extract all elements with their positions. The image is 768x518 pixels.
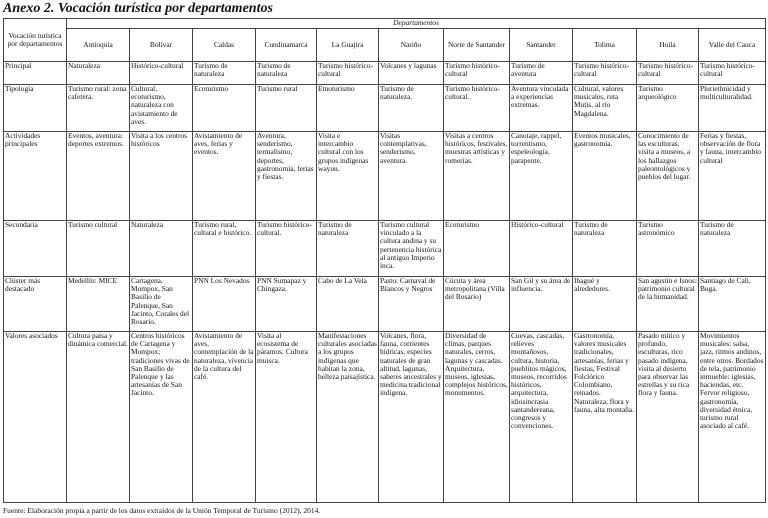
- table-row: [4, 62, 766, 85]
- table-cell: PNN Sumapaz y Chingaza.: [256, 277, 317, 332]
- table-cell: Canotaje, rappel, torrentismo, espeleología, parapente.: [510, 132, 573, 221]
- row-label: Actividades principales: [4, 132, 67, 221]
- table-cell: Cultural, ecoturismo, naturaleza con avistamiento de aves.: [130, 85, 193, 132]
- column-header: Cundinamarca: [256, 29, 317, 62]
- table-cell: Pluriethnicidad y multiculturalidad.: [699, 85, 766, 132]
- tourism-table: [3, 18, 766, 503]
- column-header: Antioquia: [67, 29, 130, 62]
- table-cell: Movimientos musicales: salsa, jazz, ritmos andinos, entre otros. Bordados de tela, patrimonio inmueble: iglesias, haciendas, etc. Fervor religioso, gastronomía, diversidad étnica, turismo rural asociado al café.: [699, 332, 766, 503]
- row-label: Principal: [4, 62, 67, 85]
- table-cell: San Gil y su área de influencia.: [510, 277, 573, 332]
- table-cell: PNN Los Nevados: [193, 277, 256, 332]
- table-cell: Turismo histórico-cultural: [444, 62, 510, 85]
- table-cell: Turismo rural, cultural e histórico.: [193, 221, 256, 277]
- table-cell: Turismo histórico-cultural: [637, 62, 699, 85]
- row-label: Tipología: [4, 85, 67, 132]
- row-label: Clúster más destacado: [4, 277, 67, 332]
- table-cell: Conocimiento de las esculturas, visita a museos, a los hallazgos paleontológicos y pueblos del lugar.: [637, 132, 699, 221]
- column-header: Santander: [510, 29, 573, 62]
- table-cell: Avistamiento de aves, ferias y eventos.: [193, 132, 256, 221]
- column-header: Valle del Cauca: [699, 29, 766, 62]
- table-cell: Medellín: MICE: [67, 277, 130, 332]
- table-cell: Visitas contemplativas, senderismo, aventura.: [379, 132, 444, 221]
- table-cell: Volcanes y lagunas: [379, 62, 444, 85]
- table-cell: Turismo rural: [256, 85, 317, 132]
- table-cell: Turismo de naturaleza: [573, 221, 637, 277]
- table-cell: Histórico-cultural: [130, 62, 193, 85]
- table-row: [4, 221, 766, 277]
- table-cell: Turismo de naturaleza.: [379, 85, 444, 132]
- row-label: Secundaria: [4, 221, 67, 277]
- table-cell: Cultura paisa y dinámica comercial.: [67, 332, 130, 503]
- column-header: Bolívar: [130, 29, 193, 62]
- table-cell: Santiago de Cali, Buga.: [699, 277, 766, 332]
- table-cell: Diversidad de climas, parques naturales, cerros, lagunas y cascadas. Arquitectura, museos, iglesias, complejos históricos, monumentos.: [444, 332, 510, 503]
- table-cell: Turismo de naturaleza: [699, 221, 766, 277]
- table-cell: Cultural, valores musicales, ruta Mutis, al río Magdalena.: [573, 85, 637, 132]
- table-cell: Histórico-cultural: [510, 221, 573, 277]
- group-header: Departamentos: [67, 19, 766, 29]
- column-header: Huila: [637, 29, 699, 62]
- table-row: [4, 277, 766, 332]
- table-cell: Turismo de naturaleza: [193, 62, 256, 85]
- table-cell: Turismo cultural vinculado a la cultura andina y su pertenencia histórica al antiguo Imperio inca.: [379, 221, 444, 277]
- table-cell: Turismo arqueológico: [637, 85, 699, 132]
- table-cell: Eventos musicales, gastronomía.: [573, 132, 637, 221]
- table-cell: Volcanes, flora, fauna, corrientes hídricas, especies naturales de gran altitud, lagunas, saberes ancestrales y medicina tradicional indígena.: [379, 332, 444, 503]
- table-cell: Visita a los centros históricos: [130, 132, 193, 221]
- table-cell: Etnoturismo: [317, 85, 379, 132]
- table-cell: Turismo de naturaleza: [256, 62, 317, 85]
- column-header: Nariño: [379, 29, 444, 62]
- column-header: Tolima: [573, 29, 637, 62]
- annex-title: Anexo 2. Vocación turística por departamentos: [3, 1, 273, 16]
- table-row: [4, 85, 766, 132]
- table-cell: Turismo histórico-cultural: [573, 62, 637, 85]
- table-cell: Turismo histórico-cultural.: [256, 221, 317, 277]
- column-header: Caldas: [193, 29, 256, 62]
- table-cell: Pasado mítico y profundo, esculturas, rico pasado indígena, visita al desierto para observar las estrellas y su rica flora y fauna.: [637, 332, 699, 503]
- table-row: [4, 332, 766, 503]
- column-header: La Guajira: [317, 29, 379, 62]
- table-cell: Aventura, senderismo, termalismo, deportes, gastronomía, ferias y fiestas.: [256, 132, 317, 221]
- table-cell: San agustín e Isnos: patrimonio cultural de la humanidad.: [637, 277, 699, 332]
- table-cell: Visita al ecosistema de páramos. Cultura muisca.: [256, 332, 317, 503]
- table-cell: Eventos, aventura: deportes extremos.: [67, 132, 130, 221]
- source-note: Fuente: Elaboración propia a partir de los datos extraídos de la Unión Temporal de Turismo (2012), 2014.: [3, 506, 321, 515]
- table-cell: Naturaleza: [130, 221, 193, 277]
- table-cell: Cúcuta y área metropolitana (Villa del Rosario): [444, 277, 510, 332]
- column-header: Norte de Santander: [444, 29, 510, 62]
- corner-header: Vocación turística por departamentos: [4, 19, 67, 62]
- table-cell: Turismo de naturaleza: [317, 221, 379, 277]
- table-cell: Pasto: Carnaval de Blancos y Negros: [379, 277, 444, 332]
- table-cell: Turismo astronómico: [637, 221, 699, 277]
- table-cell: Ecoturismo: [193, 85, 256, 132]
- table-cell: Ecoturismo: [444, 221, 510, 277]
- table-cell: Turismo histórico-cultural.: [444, 85, 510, 132]
- table-cell: Turismo rural: zona cafetera.: [67, 85, 130, 132]
- table-cell: Turismo histórico-cultural: [699, 62, 766, 85]
- table-cell: Visitas a centros históricos, festivales, muestras artísticas y romerías.: [444, 132, 510, 221]
- table-cell: Turismo cultural: [67, 221, 130, 277]
- table-cell: Aventura vinculada a experiencias extremas.: [510, 85, 573, 132]
- row-label: Valores asociados: [4, 332, 67, 503]
- table-row: [4, 132, 766, 221]
- table-cell: Naturaleza: [67, 62, 130, 85]
- table-cell: Avistamiento de aves, contemplación de la naturaleza, vivencia de la cultura del café.: [193, 332, 256, 503]
- table-cell: Ferias y fiestas, observación de flora y fauna, intercambio cultural: [699, 132, 766, 221]
- table-cell: Cabo de La Vela: [317, 277, 379, 332]
- table-cell: Ibagué y alrededores.: [573, 277, 637, 332]
- table-cell: Centros históricos de Cartagena y Mompox; tradiciones vivas de San Basilio de Palenque y las artesanías de San Jacinto.: [130, 332, 193, 503]
- table-cell: Turismo de aventura: [510, 62, 573, 85]
- table-cell: Turismo histórico-cultural: [317, 62, 379, 85]
- table-cell: Cartagena, Mompox, San Basilio de Palenque, San Jacinto, Corales del Rosario.: [130, 277, 193, 332]
- table-cell: Gastronomía, valores musicales tradicionales, artesanías, ferias y fiestas, Festival Folclórico Colombiano, reinados. Naturaleza, flora y fauna, alta montaña.: [573, 332, 637, 503]
- table-cell: Cuevas, cascadas, relieves montañosos, cultura, historia, pueblitos mágicos, museos, recorridos históricos, arquitectura, idiosincrasia santandereana, congresos y convenciones.: [510, 332, 573, 503]
- table-cell: Manifestaciones culturales asociadas a los grupos indígenas que habitan la zona, belleza paisajística.: [317, 332, 379, 503]
- table-cell: Visita e intercambio cultural con los grupos indígenas wayuu.: [317, 132, 379, 221]
